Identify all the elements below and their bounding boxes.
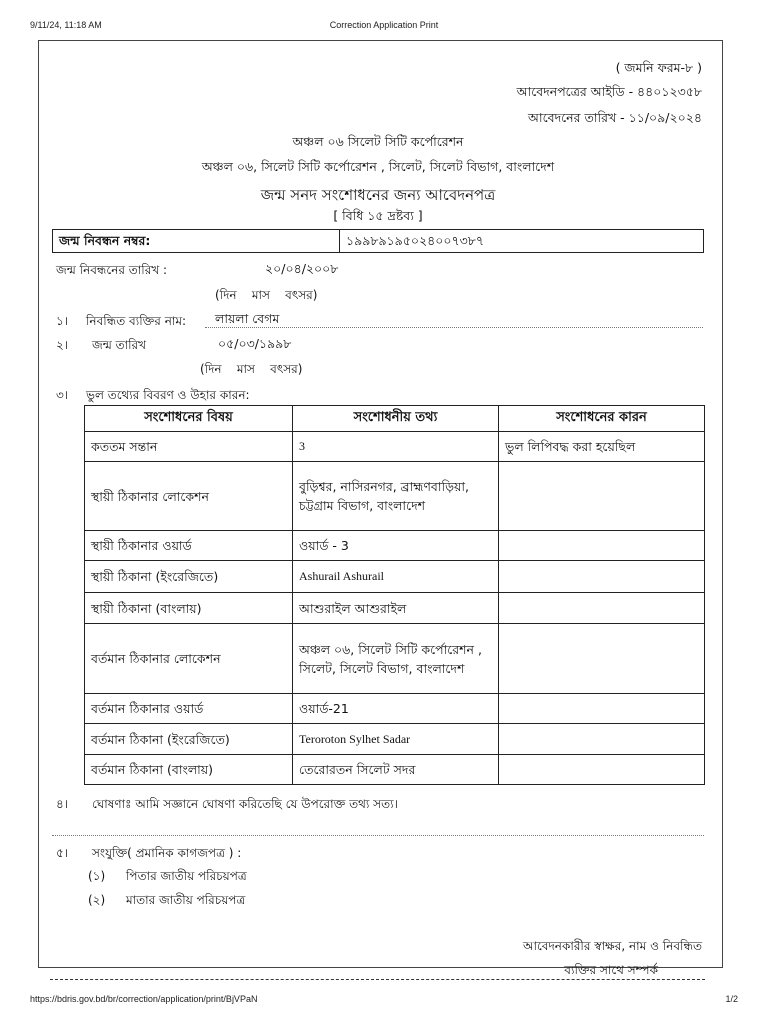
attachment-1-number: (১) [88, 869, 106, 883]
item1-number: ১। [56, 314, 69, 328]
office-name: অঞ্চল ০৬ সিলেট সিটি কর্পোরেশন [292, 134, 464, 149]
cell-info: তেরোরতন সিলেট সদর [293, 755, 499, 785]
application-date: আবেদনের তারিখ - ১১/০৯/২০২৪ [528, 110, 702, 125]
table-row [85, 561, 705, 593]
table-row [85, 462, 705, 531]
cell-subject: স্থায়ী ঠিকানা (ইংরেজিতে) [85, 561, 293, 593]
form-rule: [ বিধি ১৫ দ্রষ্টব্য ] [333, 208, 423, 223]
cell-info: ওয়ার্ড-21 [293, 694, 499, 724]
item4-number: ৪। [56, 797, 69, 811]
attachments-label: সংযুক্তি( প্রমানিক কাগজপত্র ) : [92, 846, 242, 860]
birth-date-value: ০৫/০৩/১৯৯৮ [218, 336, 292, 351]
registration-number-value: ১৯৯৮৯১৯৫০২৪০০৭৩৮৭ [346, 233, 485, 248]
item1-label: নিবন্ধিত ব্যক্তির নাম: [86, 314, 187, 328]
declaration-divider [52, 835, 704, 836]
item5-number: ৫। [56, 846, 69, 860]
form-title: জন্ম সনদ সংশোধনের জন্য আবেদনপত্র [260, 186, 496, 204]
print-page-number: 1/2 [725, 994, 738, 1004]
table-row [85, 531, 705, 561]
page-cut-line [50, 979, 705, 980]
signature-line-2: ব্যক্তির সাথে সম্পর্ক [564, 963, 658, 977]
registration-number-label: জন্ম নিবন্ধন নম্বর: [53, 230, 340, 252]
print-datetime: 9/11/24, 11:18 AM [30, 20, 102, 30]
table-header-row [85, 406, 705, 432]
reg-date-value: ২০/০৪/২০০৮ [265, 261, 339, 276]
cell-reason [499, 462, 705, 531]
cell-subject: কততম সন্তান [85, 432, 293, 462]
cell-info: বুড়িশ্বর, নাসিরনগর, ব্রাহ্মণবাড়িয়া, চট্টগ্রাম বিভাগ, বাংলাদেশ [293, 462, 499, 531]
cell-subject: বর্তমান ঠিকানার লোকেশন [85, 624, 293, 694]
column-header-reason: সংশোধনের কারন [499, 406, 705, 432]
cell-reason [499, 624, 705, 694]
table-row [85, 593, 705, 624]
cell-info: ওয়ার্ড - 3 [293, 531, 499, 561]
table-row [85, 694, 705, 724]
attachment-2-number: (২) [88, 893, 106, 907]
cell-info: আশুরাইল আশুরাইল [293, 593, 499, 624]
form-number: ( জমনি ফরম-৮ ) [615, 60, 702, 75]
applicant-name: লায়লা বেগম [215, 311, 280, 326]
cell-reason [499, 561, 705, 593]
birth-date-format: (দিন মাস বৎসর) [200, 362, 303, 376]
item2-number: ২। [56, 338, 69, 352]
table-row [85, 755, 705, 785]
cell-subject: স্থায়ী ঠিকানার লোকেশন [85, 462, 293, 531]
cell-reason [499, 531, 705, 561]
correction-table [84, 405, 705, 785]
declaration-text: ঘোষণাঃ আমি সজ্ঞানে ঘোষণা করিতেছি যে উপরোক্ত তথ্য সত্য। [92, 797, 398, 811]
cell-info: অঞ্চল ০৬, সিলেট সিটি কর্পোরেশন , সিলেট, সিলেট বিভাগ, বাংলাদেশ [293, 624, 499, 694]
column-header-subject: সংশোধনের বিষয় [85, 406, 293, 432]
cell-subject: স্থায়ী ঠিকানার ওয়ার্ড [85, 531, 293, 561]
column-header-info: সংশোধনীয় তথ্য [293, 406, 499, 432]
table-row [85, 432, 705, 462]
cell-reason [499, 593, 705, 624]
name-underline [205, 327, 703, 328]
table-row [85, 624, 705, 694]
print-url: https://bdris.gov.bd/br/correction/application/print/BjVPaN [30, 994, 258, 1004]
office-address: অঞ্চল ০৬, সিলেট সিটি কর্পোরেশন , সিলেট, সিলেট বিভাগ, বাংলাদেশ [201, 159, 555, 174]
cell-reason: ভুল লিপিবদ্ধ করা হয়েছিল [499, 432, 705, 462]
cell-reason [499, 724, 705, 755]
print-title: Correction Application Print [329, 20, 439, 30]
cell-reason [499, 694, 705, 724]
cell-subject: বর্তমান ঠিকানা (বাংলায়) [85, 755, 293, 785]
attachment-2-text: মাতার জাতীয় পরিচয়পত্র [126, 893, 246, 907]
cell-info: Teroroton Sylhet Sadar [293, 724, 499, 755]
cell-subject: স্থায়ী ঠিকানা (বাংলায়) [85, 593, 293, 624]
item2-label: জন্ম তারিখ [92, 338, 147, 352]
table-row [85, 724, 705, 755]
cell-info: Ashurail Ashurail [293, 561, 499, 593]
cell-subject: বর্তমান ঠিকানা (ইংরেজিতে) [85, 724, 293, 755]
item3-number: ৩। [56, 388, 69, 402]
cell-info: 3 [293, 432, 499, 462]
attachment-1-text: পিতার জাতীয় পরিচয়পত্র [126, 869, 247, 883]
registration-number-box [52, 229, 704, 253]
cell-reason [499, 755, 705, 785]
reg-date-format: (দিন মাস বৎসর) [215, 288, 318, 302]
cell-subject: বর্তমান ঠিকানার ওয়ার্ড [85, 694, 293, 724]
item3-label: ভুল তথ্যের বিবরণ ও উহার কারন: [86, 388, 250, 402]
reg-date-label: জন্ম নিবন্ধনের তারিখ : [56, 263, 168, 277]
signature-line-1: আবেদনকারীর স্বাক্ষর, নাম ও নিবন্ধিত [522, 939, 702, 953]
application-id: আবেদনপত্রের আইডি - ৪৪০১২৩৫৮ [516, 84, 702, 99]
